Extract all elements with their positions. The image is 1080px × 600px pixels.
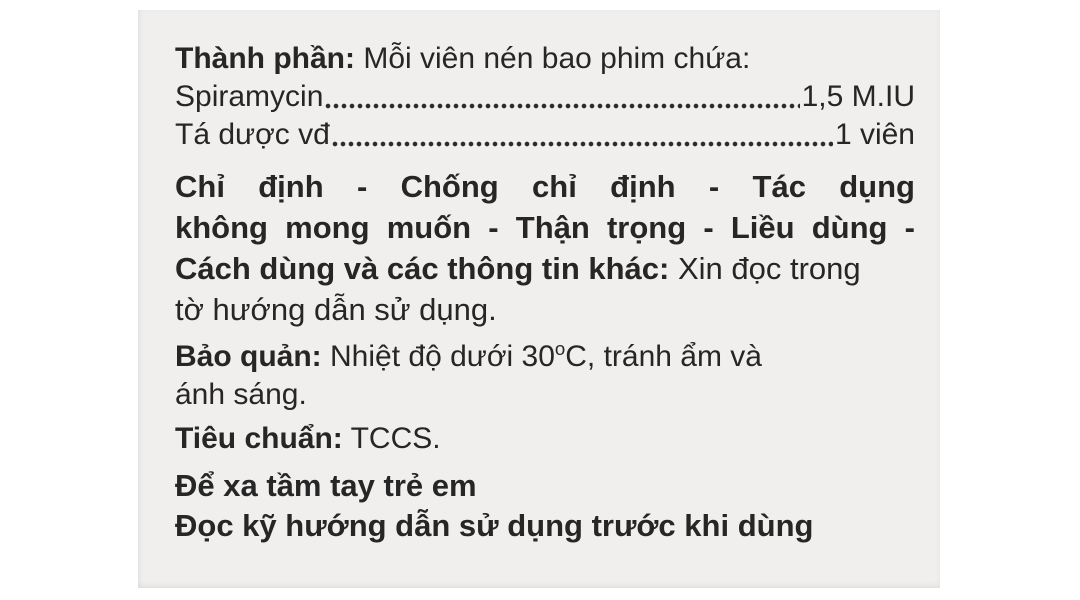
- storage-line-1: [175, 338, 915, 376]
- ingredient-name: Spiramycin: [175, 80, 324, 113]
- standard-value: TCCS.: [350, 422, 441, 455]
- ingredient-name: Tá dược vđ: [175, 118, 330, 151]
- ingredient-row: [175, 116, 915, 154]
- indications-line-1: Chỉ định - Chống chỉ định - Tác dụng: [175, 169, 915, 204]
- warnings-section: [175, 466, 915, 546]
- storage-text-before-degree: Nhiệt độ dưới 30: [330, 340, 555, 373]
- medicine-label-panel: [138, 10, 940, 588]
- storage-line-2: ánh sáng.: [175, 378, 307, 411]
- indications-bold-part: Cách dùng và các thông tin khác:: [175, 251, 670, 286]
- standard-heading: Tiêu chuẩn:: [175, 422, 343, 455]
- composition-intro: Mỗi viên nén bao phim chứa:: [363, 42, 751, 75]
- degree-superscript: o: [554, 338, 566, 359]
- composition-heading: Thành phần:: [175, 42, 355, 75]
- standard-line: [175, 420, 915, 458]
- storage-heading: Bảo quản:: [175, 340, 322, 373]
- keep-away-warning: Để xa tầm tay trẻ em: [175, 468, 477, 503]
- indications-line-4: tờ hướng dẫn sử dụng.: [175, 292, 497, 327]
- dotted-leader: [332, 141, 833, 147]
- indications-regular-part: Xin đọc trong: [677, 251, 861, 286]
- indications-line-2: không mong muốn - Thận trọng - Liều dùng -: [175, 210, 915, 245]
- storage-text-after-degree: C, tránh ẩm và: [565, 340, 762, 373]
- indications-paragraph: [175, 166, 915, 330]
- ingredient-amount: 1 viên: [834, 118, 915, 151]
- ingredient-row: [175, 78, 915, 116]
- storage-section: [175, 338, 915, 414]
- composition-line: [175, 40, 915, 78]
- dotted-leader: [325, 103, 799, 109]
- read-instructions-warning: Đọc kỹ hướng dẫn sử dụng trước khi dùng: [175, 508, 814, 543]
- ingredient-amount: 1,5 M.IU: [801, 80, 915, 113]
- indications-line-3: [175, 248, 915, 289]
